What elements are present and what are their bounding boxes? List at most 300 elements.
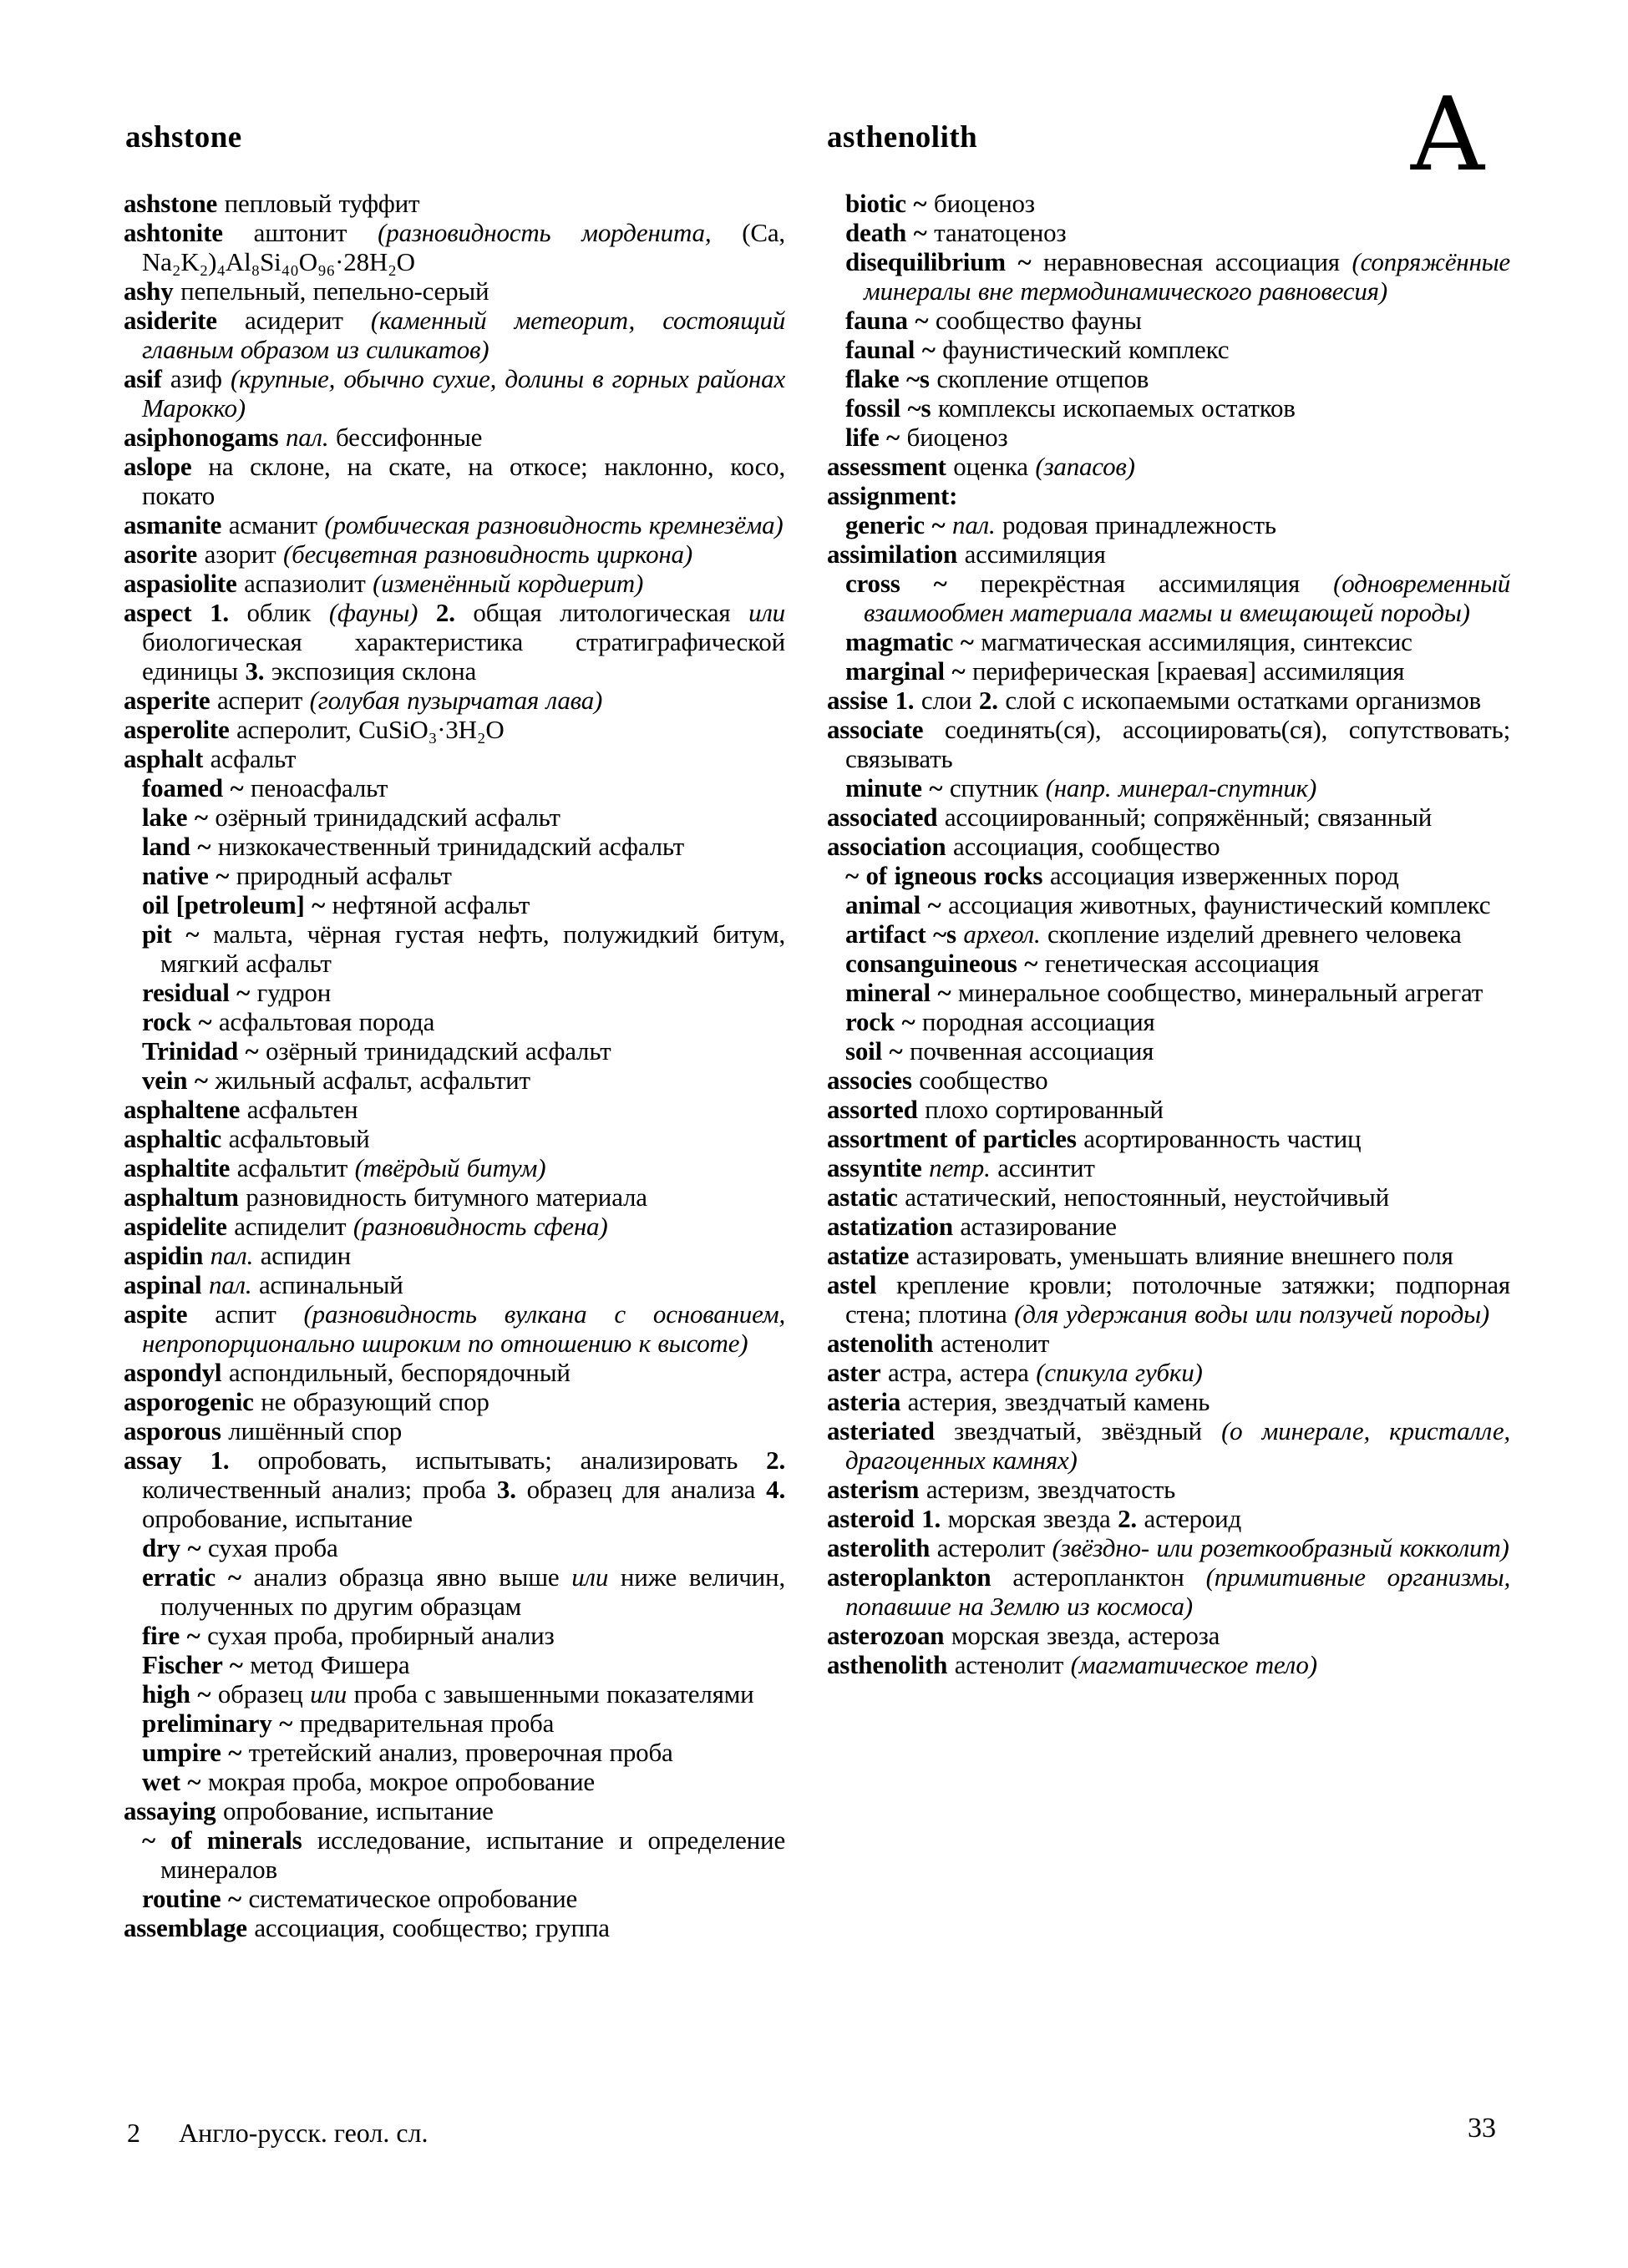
dictionary-entry: [124, 1738, 785, 1767]
dictionary-entry: [124, 1796, 785, 1825]
dictionary-entry: [124, 539, 785, 569]
headword: magmatic ~: [845, 627, 974, 656]
headword: marginal ~: [845, 656, 966, 686]
dictionary-entry: [827, 189, 1510, 218]
entry-text: периферическая [краевая] ассимиляция: [965, 656, 1405, 686]
headword: high ~: [142, 1679, 211, 1709]
dictionary-entry: [827, 1153, 1510, 1182]
headword: aspinal: [124, 1270, 202, 1299]
headword: dry ~: [142, 1533, 201, 1562]
entry-text: минеральное сообщество, минеральный агрегат: [951, 978, 1483, 1007]
headword: life ~: [845, 423, 900, 452]
dictionary-entry: [827, 1007, 1510, 1036]
entry-text: (Ca, Na₂K₂)₄Al₈Si₄₀O₉₆·28H₂O: [142, 218, 785, 276]
dictionary-entry: [124, 1182, 785, 1212]
headword: aster: [827, 1358, 881, 1387]
entry-text: ассоциация изверженных пород: [1042, 861, 1399, 890]
entry-text: 1.: [210, 598, 229, 627]
entry-text: [945, 510, 952, 539]
headword: routine ~: [142, 1884, 241, 1913]
entry-text: (запасов): [1035, 452, 1135, 481]
dictionary-entry: [827, 1562, 1510, 1621]
entry-text: низкокачественный тринидадский асфальт: [210, 832, 684, 861]
entry-text: [191, 598, 210, 627]
entry-text: аспидин: [253, 1241, 351, 1270]
dictionary-entry: [124, 978, 785, 1007]
dictionary-entry: [827, 247, 1510, 306]
entry-text: пал.: [208, 1270, 252, 1299]
headword: erratic ~: [142, 1562, 241, 1592]
dictionary-entry: [827, 481, 1510, 510]
entry-text: перекрёстная ассимиляция: [946, 569, 1334, 598]
headword: assay: [124, 1445, 182, 1475]
headword: animal ~: [845, 890, 941, 919]
entry-text: оценка: [946, 452, 1036, 481]
entry-text: количественный анализ; проба: [142, 1475, 497, 1504]
dictionary-entry: [827, 715, 1510, 773]
headword: aslope: [124, 452, 192, 481]
dictionary-entry: [827, 832, 1510, 861]
signature-text: Англо-русск. геол. сл.: [179, 2118, 429, 2148]
entry-text: астеролит: [930, 1533, 1052, 1562]
dictionary-entry: [827, 510, 1510, 539]
dictionary-entry: [124, 715, 785, 744]
entry-text: (крупные, обычно сухие, долины в горных районах Марокко): [142, 364, 786, 423]
entry-text: астерия, звездчатый камень: [900, 1387, 1210, 1416]
entry-text: пал.: [285, 423, 329, 452]
entry-text: астра, астера: [880, 1358, 1037, 1387]
dictionary-entry: [124, 1007, 785, 1036]
entry-text: исследование, испытание и определение минералов: [160, 1825, 785, 1884]
column-left: [124, 189, 785, 1942]
dictionary-entry: [124, 890, 785, 919]
entry-text: петр.: [929, 1153, 991, 1182]
entry-text: 1.: [210, 1445, 230, 1475]
dictionary-entry: [827, 306, 1510, 335]
entry-text: 2.: [978, 686, 998, 715]
dictionary-entry: [124, 1650, 785, 1679]
page-number: 33: [1468, 2113, 1496, 2144]
running-head: [0, 107, 1628, 174]
headword: ashtonite: [124, 218, 223, 247]
headword: aspidin: [124, 1241, 204, 1270]
headword: asporous: [124, 1416, 221, 1445]
dictionary-entry: [124, 744, 785, 773]
entry-text: образец для анализа: [515, 1475, 767, 1504]
entry-text: астазировать, уменьшать влияние внешнего поля: [909, 1241, 1453, 1270]
entry-text: (о минерале, кристалле, драгоценных камнях): [845, 1416, 1510, 1475]
entry-text: аспиделит: [226, 1212, 353, 1241]
entry-text: проба с завышенными показателями: [347, 1679, 754, 1709]
headword: astatization: [827, 1212, 953, 1241]
dictionary-entry: [827, 1358, 1510, 1387]
dictionary-entry: [827, 423, 1510, 452]
headword: rock ~: [142, 1007, 212, 1036]
dictionary-entry: [124, 686, 785, 715]
text-columns: [124, 189, 1510, 1942]
dictionary-entry: [827, 1241, 1510, 1270]
entry-text: магматическая ассимиляция, синтексис: [973, 627, 1412, 656]
entry-text: озёрный тринидадский асфальт: [207, 802, 560, 832]
entry-text: ассоциация, сообщество; группа: [246, 1913, 610, 1942]
headword: death ~: [845, 218, 927, 247]
entry-text: астатический, непостоянный, неустойчивый: [897, 1182, 1390, 1212]
dictionary-entry: [827, 218, 1510, 247]
entry-text: (голубая пузырчатая лава): [309, 686, 603, 715]
dictionary-entry: [827, 1650, 1510, 1679]
dictionary-entry: [827, 1066, 1510, 1095]
entry-text: аспазиолит: [236, 569, 373, 598]
entry-text: генетическая ассоциация: [1037, 949, 1320, 978]
entry-text: морская звезда: [941, 1504, 1118, 1533]
entry-text: (разновидность морденита,: [378, 218, 712, 247]
headword: asorite: [124, 539, 198, 569]
headword: asteriated: [827, 1416, 935, 1445]
headword: fossil ~s: [845, 393, 931, 423]
entry-text: (для удержания воды или ползучей породы): [1014, 1299, 1490, 1329]
printers-signature: [127, 2119, 429, 2146]
dictionary-entry: [124, 1767, 785, 1796]
entry-text: третейский анализ, проверочная проба: [241, 1738, 673, 1767]
dictionary-entry: [124, 1066, 785, 1095]
headword: pit ~: [142, 919, 200, 949]
headword: associated: [827, 802, 938, 832]
headword: asphaltic: [124, 1124, 222, 1153]
entry-text: анализ образца явно выше: [241, 1562, 572, 1592]
entry-text: комплексы ископаемых остатков: [931, 393, 1296, 423]
headword: astel: [827, 1270, 877, 1299]
entry-text: астазирование: [952, 1212, 1117, 1241]
dictionary-entry: [827, 686, 1510, 715]
entry-text: асманит: [221, 510, 325, 539]
entry-text: или: [571, 1562, 609, 1592]
signature-number: 2: [127, 2118, 140, 2148]
dictionary-entry: [124, 1445, 785, 1533]
entry-text: звездчатый, звёздный: [934, 1416, 1222, 1445]
entry-text: мокрая проба, мокрое опробование: [200, 1767, 595, 1796]
entry-text: (магматическое тело): [1070, 1650, 1317, 1679]
entry-text: (разновидность вулкана с основанием, непропорционально широким по отношению к высоте): [142, 1299, 785, 1358]
catchword-left: ashstone: [125, 120, 242, 154]
entry-text: 1.: [921, 1504, 941, 1533]
headword: assorted: [827, 1095, 918, 1124]
entry-text: скопление изделий древнего человека: [1040, 919, 1462, 949]
entry-text: (разновидность сфена): [352, 1212, 608, 1241]
headword: cross ~: [845, 569, 947, 598]
headword: Trinidad ~: [142, 1036, 259, 1066]
headword: associes: [827, 1066, 912, 1095]
headword: asterozoan: [827, 1621, 945, 1650]
entry-text: астеропланктон: [991, 1562, 1206, 1592]
headword: rock ~: [845, 1007, 915, 1036]
headword: aspasiolite: [124, 569, 237, 598]
entry-text: танатоценоз: [926, 218, 1067, 247]
entry-text: ниже величин, полученных по другим образцам: [160, 1562, 785, 1621]
dictionary-entry: [827, 335, 1510, 364]
entry-text: не образующий спор: [253, 1387, 489, 1416]
entry-text: 2.: [435, 598, 455, 627]
dictionary-entry: [827, 1475, 1510, 1504]
entry-text: пеноасфальт: [243, 773, 388, 802]
entry-text: общая литологическая: [454, 598, 749, 627]
entry-text: неравновесная ассоциация: [1031, 247, 1352, 276]
entry-text: аштонит: [222, 218, 378, 247]
dictionary-entry: [827, 949, 1510, 978]
entry-text: сухая проба: [200, 1533, 338, 1562]
entry-text: экспозиция склона: [264, 656, 477, 686]
entry-text: опробовать, испытывать; анализировать: [229, 1445, 767, 1475]
dictionary-entry: [827, 1124, 1510, 1153]
headword: assise: [827, 686, 888, 715]
headword: asporogenic: [124, 1387, 254, 1416]
dictionary-entry: [124, 1270, 785, 1299]
entry-text: (сопряжённые минералы вне термодинамического равновесия): [864, 247, 1510, 306]
entry-text: нефтяной асфальт: [325, 890, 530, 919]
headword: generic ~: [845, 510, 946, 539]
dictionary-entry: [124, 306, 785, 364]
column-right: [827, 189, 1510, 1942]
entry-text: слой с ископаемыми остатками организмов: [997, 686, 1481, 715]
entry-text: асфальтит: [230, 1153, 355, 1182]
entry-text: ассинтит: [990, 1153, 1095, 1182]
dictionary-entry: [124, 1124, 785, 1153]
headword: consanguineous ~: [845, 949, 1038, 978]
dictionary-entry: [827, 1533, 1510, 1562]
entry-text: асперит: [210, 686, 310, 715]
entry-text: ассоциация, сообщество: [946, 832, 1220, 861]
entry-text: (изменённый кордиерит): [373, 569, 644, 598]
headword: assessment: [827, 452, 946, 481]
headword: assemblage: [124, 1913, 247, 1942]
headword: biotic ~: [845, 189, 927, 218]
entry-text: слои: [914, 686, 979, 715]
headword: asterolith: [827, 1533, 931, 1562]
headword: aspite: [124, 1299, 188, 1329]
entry-text: асперолит, CuSiO₃·3H₂O: [229, 715, 505, 744]
entry-text: астенолит: [933, 1329, 1050, 1358]
entry-text: образец: [210, 1679, 311, 1709]
headword: oil [petroleum] ~: [142, 890, 326, 919]
entry-text: метод Фишера: [242, 1650, 410, 1679]
headword: asterism: [827, 1475, 920, 1504]
entry-text: (бесцветная разновидность циркона): [283, 539, 692, 569]
entry-text: разновидность битумного материала: [238, 1182, 647, 1212]
dictionary-entry: [827, 890, 1510, 919]
dictionary-entry: [124, 1212, 785, 1241]
dictionary-entry: [124, 1533, 785, 1562]
dictionary-entry: [124, 1358, 785, 1387]
headword: asperolite: [124, 715, 230, 744]
entry-text: аспинальный: [251, 1270, 403, 1299]
headword: residual ~: [142, 978, 251, 1007]
dictionary-entry: [827, 919, 1510, 949]
entry-text: жильный асфальт, асфальтит: [207, 1066, 530, 1095]
entry-text: (звёздно- или розеткообразный кокколит): [1052, 1533, 1509, 1562]
dictionary-entry: [124, 773, 785, 802]
dictionary-entry: [827, 978, 1510, 1007]
dictionary-entry: [124, 452, 785, 510]
dictionary-entry: [124, 1884, 785, 1913]
dictionary-entry: [827, 452, 1510, 481]
entry-text: ассоциированный; сопряжённый; связанный: [937, 802, 1433, 832]
dictionary-entry: [827, 1036, 1510, 1066]
entry-text: [203, 1241, 210, 1270]
headword: wet ~: [142, 1767, 201, 1796]
headword: aspondyl: [124, 1358, 222, 1387]
headword: asphaltum: [124, 1182, 239, 1212]
dictionary-entry: [124, 218, 785, 276]
entry-text: облик: [228, 598, 329, 627]
entry-text: [278, 423, 286, 452]
entry-text: 4.: [766, 1475, 786, 1504]
entry-text: астеризм, звездчатость: [919, 1475, 1176, 1504]
entry-text: 2.: [1118, 1504, 1137, 1533]
entry-text: спутник: [942, 773, 1046, 802]
headword: asif: [124, 364, 162, 393]
headword: associate: [827, 715, 924, 744]
headword: asperite: [124, 686, 210, 715]
headword: asphalt: [124, 744, 204, 773]
dictionary-entry: [124, 1825, 785, 1884]
entry-text: пал.: [210, 1241, 254, 1270]
dictionary-entry: [827, 802, 1510, 832]
entry-text: аспит: [187, 1299, 304, 1329]
entry-text: систематическое опробование: [241, 1884, 578, 1913]
headword: assortment of particles: [827, 1124, 1077, 1153]
section-letter: A: [1410, 75, 1484, 194]
entry-text: (примитивные организмы, попавшие на Землю из космоса): [845, 1562, 1510, 1621]
dictionary-entry: [124, 1299, 785, 1358]
headword: ashstone: [124, 189, 218, 218]
entry-text: асидерит: [216, 306, 371, 335]
dictionary-entry: [124, 1095, 785, 1124]
entry-text: биологическая характеристика стратиграфической единицы: [142, 627, 785, 686]
entry-text: соединять(ся), ассоциировать(ся), сопутствовать; связывать: [845, 715, 1510, 773]
headword: aspect: [124, 598, 192, 627]
entry-text: азорит: [197, 539, 283, 569]
dictionary-entry: [827, 1095, 1510, 1124]
headword: asiphonogams: [124, 423, 279, 452]
headword: foamed ~: [142, 773, 244, 802]
entry-text: ассоциация животных, фаунистический комплекс: [941, 890, 1491, 919]
headword: asiderite: [124, 306, 217, 335]
catchword-right: asthenolith: [827, 120, 978, 154]
entry-text: или: [310, 1679, 347, 1709]
entry-text: археол.: [963, 919, 1041, 949]
headword: vein ~: [142, 1066, 208, 1095]
headword: soil ~: [845, 1036, 903, 1066]
entry-text: биоценоз: [899, 423, 1008, 452]
headword: astenolith: [827, 1329, 934, 1358]
entry-text: или: [748, 598, 785, 627]
entry-text: (фауны): [328, 598, 418, 627]
entry-text: (одновременный взаимообмен материала магмы и вмещающей породы): [864, 569, 1510, 627]
entry-text: 2.: [766, 1445, 785, 1475]
entry-text: сообщество: [911, 1066, 1048, 1095]
entry-text: породная ассоциация: [915, 1007, 1155, 1036]
dictionary-entry: [827, 393, 1510, 423]
entry-text: асфальтен: [240, 1095, 358, 1124]
entry-text: родовая принадлежность: [995, 510, 1276, 539]
entry-text: [922, 1153, 930, 1182]
dictionary-entry: [827, 773, 1510, 802]
dictionary-entry: [124, 861, 785, 890]
headword: native ~: [142, 861, 230, 890]
entry-text: скопление отщепов: [929, 364, 1149, 393]
dictionary-entry: [124, 364, 785, 423]
headword: asteroid: [827, 1504, 915, 1533]
dictionary-entry: [827, 364, 1510, 393]
entry-text: ассимиляция: [957, 539, 1106, 569]
dictionary-entry: [124, 1153, 785, 1182]
dictionary-entry: [124, 276, 785, 306]
entry-text: [915, 1504, 922, 1533]
headword: preliminary ~: [142, 1709, 293, 1738]
headword: assimilation: [827, 539, 958, 569]
headword: assaying: [124, 1796, 216, 1825]
dictionary-entry: [124, 189, 785, 218]
headword: asmanite: [124, 510, 222, 539]
headword: disequilibrium ~: [845, 247, 1032, 276]
entry-text: бессифонные: [328, 423, 483, 452]
headword: lake ~: [142, 802, 208, 832]
headword: land ~: [142, 832, 211, 861]
entry-text: биоценоз: [926, 189, 1035, 218]
dictionary-entry: [124, 510, 785, 539]
headword: ~ of minerals: [142, 1825, 302, 1855]
entry-text: фаунистический комплекс: [935, 335, 1230, 364]
dictionary-entry: [124, 598, 785, 686]
entry-text: асфальтовая порода: [211, 1007, 435, 1036]
entry-text: (ромбическая разновидность кремнезёма): [324, 510, 784, 539]
dictionary-entry: [124, 1241, 785, 1270]
headword: artifact ~s: [845, 919, 956, 949]
headword: assignment:: [827, 481, 958, 510]
entry-text: азиф: [161, 364, 231, 393]
entry-text: [201, 1270, 209, 1299]
dictionary-entry: [124, 1621, 785, 1650]
headword: ashy: [124, 276, 174, 306]
entry-text: плохо сортированный: [917, 1095, 1164, 1124]
entry-text: пепельный, пепельно-серый: [173, 276, 489, 306]
entry-text: озёрный тринидадский асфальт: [258, 1036, 611, 1066]
headword: asthenolith: [827, 1650, 948, 1679]
dictionary-entry: [124, 1416, 785, 1445]
dictionary-entry: [827, 861, 1510, 890]
dictionary-entry: [827, 1329, 1510, 1358]
dictionary-entry: [827, 539, 1510, 569]
entry-text: морская звезда, астероза: [944, 1621, 1220, 1650]
dictionary-entry: [124, 423, 785, 452]
entry-text: аспондильный, беспорядочный: [221, 1358, 571, 1387]
dictionary-entry: [827, 627, 1510, 656]
headword: asphaltite: [124, 1153, 231, 1182]
headword: Fischer ~: [142, 1650, 243, 1679]
dictionary-entry: [827, 1416, 1510, 1475]
dictionary-entry: [827, 1621, 1510, 1650]
entry-text: асортированность частиц: [1076, 1124, 1362, 1153]
entry-text: [418, 598, 436, 627]
entry-text: пал.: [952, 510, 996, 539]
entry-text: гудрон: [250, 978, 332, 1007]
dictionary-entry: [827, 1387, 1510, 1416]
entry-text: предварительная проба: [292, 1709, 555, 1738]
entry-text: 1.: [895, 686, 915, 715]
entry-text: (спикула губки): [1036, 1358, 1203, 1387]
dictionary-entry: [124, 1562, 785, 1621]
entry-text: асфальтовый: [221, 1124, 370, 1153]
entry-text: сообщество фауны: [928, 306, 1142, 335]
